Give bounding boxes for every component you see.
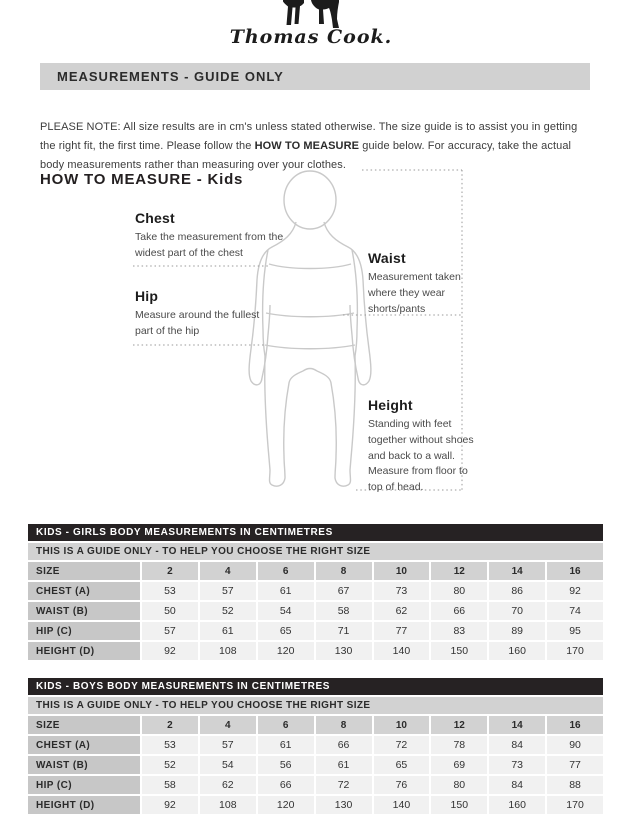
value-cell: 130 xyxy=(316,642,372,660)
boys-hip-row xyxy=(28,776,603,794)
value-cell: 52 xyxy=(142,756,198,774)
brand-name: Thomas Cook. xyxy=(229,26,393,48)
value-cell: 92 xyxy=(547,582,603,600)
value-cell: 65 xyxy=(374,756,430,774)
value-cell: 65 xyxy=(258,622,314,640)
value-cell: 72 xyxy=(316,776,372,794)
value-cell: 92 xyxy=(142,642,198,660)
value-cell: 53 xyxy=(142,582,198,600)
value-cell: 58 xyxy=(142,776,198,794)
value-cell: 72 xyxy=(374,736,430,754)
girls-height-row xyxy=(28,642,603,660)
size-cell: 10 xyxy=(374,716,430,734)
girls-table-subtitle: THIS IS A GUIDE ONLY - TO HELP YOU CHOOSE THE RIGHT SIZE xyxy=(28,543,603,560)
row-label: HEIGHT (D) xyxy=(28,796,140,814)
value-cell: 120 xyxy=(258,642,314,660)
waist-label: Waist xyxy=(368,250,406,266)
value-cell: 108 xyxy=(200,796,256,814)
value-cell: 61 xyxy=(258,582,314,600)
size-cell: 10 xyxy=(374,562,430,580)
how-to-measure-heading: HOW TO MEASURE - Kids xyxy=(40,171,244,188)
value-cell: 84 xyxy=(489,736,545,754)
size-cell: 4 xyxy=(200,562,256,580)
value-cell: 73 xyxy=(489,756,545,774)
boys-size-header-row xyxy=(28,716,603,734)
size-cell: 6 xyxy=(258,716,314,734)
value-cell: 58 xyxy=(316,602,372,620)
value-cell: 78 xyxy=(431,736,487,754)
value-cell: 66 xyxy=(316,736,372,754)
value-cell: 66 xyxy=(431,602,487,620)
value-cell: 57 xyxy=(142,622,198,640)
waist-measure-point xyxy=(368,250,464,317)
note-suffix: guide below. For accuracy, take the actual body measurements rather than measuring over your clothes. xyxy=(40,139,572,171)
row-label: HIP (C) xyxy=(28,776,140,794)
height-description: Standing with feet together without shoes and back to a wall. Measure from floor to top of head. xyxy=(368,418,474,493)
value-cell: 70 xyxy=(489,602,545,620)
value-cell: 62 xyxy=(374,602,430,620)
row-label: WAIST (B) xyxy=(28,602,140,620)
value-cell: 80 xyxy=(431,776,487,794)
size-cell: 2 xyxy=(142,562,198,580)
hip-label: Hip xyxy=(135,288,159,304)
horse-silhouette-icon xyxy=(281,0,341,28)
value-cell: 61 xyxy=(316,756,372,774)
note-bold: HOW TO MEASURE xyxy=(254,139,360,152)
size-cell: 8 xyxy=(316,562,372,580)
value-cell: 84 xyxy=(489,776,545,794)
value-cell: 170 xyxy=(547,796,603,814)
size-cell: 14 xyxy=(489,716,545,734)
value-cell: 120 xyxy=(258,796,314,814)
row-label: CHEST (A) xyxy=(28,582,140,600)
girls-table-title: KIDS - GIRLS BODY MEASUREMENTS IN CENTIMETRES xyxy=(28,524,603,541)
value-cell: 86 xyxy=(489,582,545,600)
value-cell: 90 xyxy=(547,736,603,754)
value-cell: 56 xyxy=(258,756,314,774)
value-cell: 61 xyxy=(258,736,314,754)
size-row-label: SIZE xyxy=(28,716,140,734)
value-cell: 53 xyxy=(142,736,198,754)
girls-measurements-table xyxy=(28,524,603,660)
girls-size-header-row xyxy=(28,562,603,580)
value-cell: 62 xyxy=(200,776,256,794)
value-cell: 66 xyxy=(258,776,314,794)
boys-waist-row xyxy=(28,756,603,774)
value-cell: 160 xyxy=(489,796,545,814)
size-cell: 16 xyxy=(547,716,603,734)
boys-measurements-table xyxy=(28,678,603,814)
boys-table-title: KIDS - BOYS BODY MEASUREMENTS IN CENTIMETRES xyxy=(28,678,603,695)
value-cell: 76 xyxy=(374,776,430,794)
girls-hip-row xyxy=(28,622,603,640)
size-cell: 12 xyxy=(431,716,487,734)
row-label: HEIGHT (D) xyxy=(28,642,140,660)
value-cell: 140 xyxy=(374,796,430,814)
value-cell: 95 xyxy=(547,622,603,640)
value-cell: 150 xyxy=(431,796,487,814)
value-cell: 170 xyxy=(547,642,603,660)
value-cell: 69 xyxy=(431,756,487,774)
value-cell: 54 xyxy=(200,756,256,774)
value-cell: 83 xyxy=(431,622,487,640)
size-cell: 12 xyxy=(431,562,487,580)
chest-measure-point xyxy=(135,210,285,262)
size-cell: 4 xyxy=(200,716,256,734)
value-cell: 61 xyxy=(200,622,256,640)
size-cell: 6 xyxy=(258,562,314,580)
value-cell: 57 xyxy=(200,582,256,600)
value-cell: 54 xyxy=(258,602,314,620)
page-title: MEASUREMENTS - GUIDE ONLY xyxy=(40,63,590,90)
value-cell: 130 xyxy=(316,796,372,814)
value-cell: 89 xyxy=(489,622,545,640)
value-cell: 73 xyxy=(374,582,430,600)
value-cell: 77 xyxy=(547,756,603,774)
chest-description: Take the measurement from the widest part of the chest xyxy=(135,231,284,259)
height-measure-point xyxy=(368,397,478,496)
height-label: Height xyxy=(368,397,413,413)
value-cell: 50 xyxy=(142,602,198,620)
value-cell: 80 xyxy=(431,582,487,600)
value-cell: 57 xyxy=(200,736,256,754)
boys-table-subtitle: THIS IS A GUIDE ONLY - TO HELP YOU CHOOSE THE RIGHT SIZE xyxy=(28,697,603,714)
value-cell: 67 xyxy=(316,582,372,600)
girls-waist-row xyxy=(28,602,603,620)
size-cell: 8 xyxy=(316,716,372,734)
value-cell: 88 xyxy=(547,776,603,794)
boys-height-row xyxy=(28,796,603,814)
value-cell: 92 xyxy=(142,796,198,814)
value-cell: 52 xyxy=(200,602,256,620)
size-row-label: SIZE xyxy=(28,562,140,580)
value-cell: 71 xyxy=(316,622,372,640)
value-cell: 150 xyxy=(431,642,487,660)
hip-description: Measure around the fullest part of the hip xyxy=(135,309,260,337)
value-cell: 77 xyxy=(374,622,430,640)
row-label: CHEST (A) xyxy=(28,736,140,754)
waist-description: Measurement taken where they wear shorts/pants xyxy=(368,271,461,315)
value-cell: 140 xyxy=(374,642,430,660)
value-cell: 160 xyxy=(489,642,545,660)
brand-logo xyxy=(0,0,622,48)
note-prefix: PLEASE NOTE: All size results are in cm's unless stated otherwise. The size guide is to assist you in getting the right fit, the first time. Please follow the xyxy=(40,121,578,152)
girls-chest-row xyxy=(28,582,603,600)
hip-measure-point xyxy=(135,288,260,340)
chest-label: Chest xyxy=(135,210,175,226)
size-cell: 16 xyxy=(547,562,603,580)
boys-chest-row xyxy=(28,736,603,754)
value-cell: 108 xyxy=(200,642,256,660)
row-label: WAIST (B) xyxy=(28,756,140,774)
size-cell: 2 xyxy=(142,716,198,734)
please-note-text xyxy=(40,118,592,175)
row-label: HIP (C) xyxy=(28,622,140,640)
value-cell: 74 xyxy=(547,602,603,620)
size-cell: 14 xyxy=(489,562,545,580)
